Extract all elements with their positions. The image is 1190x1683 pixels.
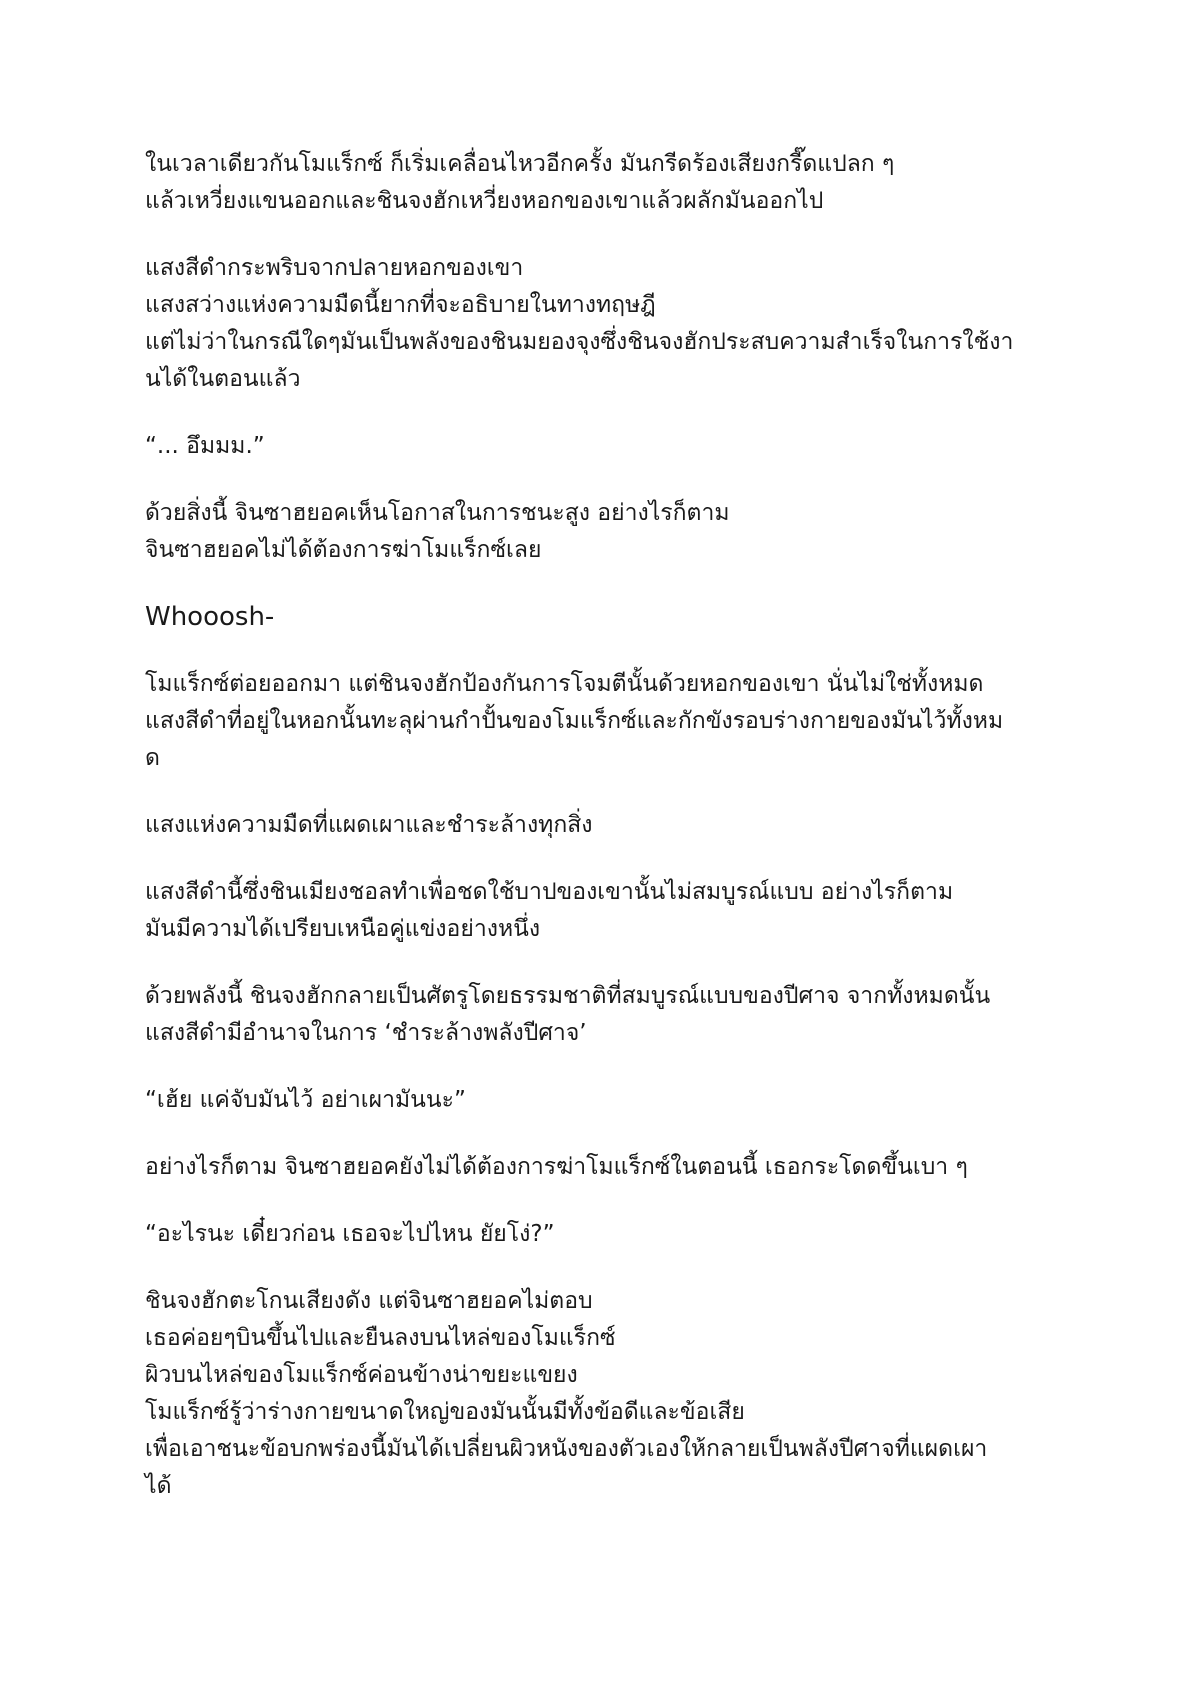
text-line: มันมีความได้เปรียบเหนือคู่แข่งอย่างหนึ่ง [145, 916, 541, 942]
text-paragraph [145, 1283, 1065, 1505]
text-line: “อะไรนะ เดี๋ยวก่อน เธอจะไปไหน ยัยโง่?” [145, 1221, 555, 1247]
text-line: แสงสีดำที่อยู่ในหอกนั้นทะลุผ่านกำปั้นของโมแร็กซ์และกักขังรอบร่างกายของมันไว้ทั้งหม [145, 708, 1004, 734]
text-paragraph [145, 666, 1065, 777]
text-line: ด้วยพลังนี้ ชินจงฮักกลายเป็นศัตรูโดยธรรมชาติที่สมบูรณ์แบบของปีศาจ จากทั้งหมดนั้น [145, 983, 991, 1009]
document-page [145, 146, 1065, 1535]
text-paragraph [145, 807, 1065, 844]
text-line: โมแร็กซ์ต่อยออกมา แต่ชินจงฮักป้องกันการโจมตีนั้นด้วยหอกของเขา นั่นไม่ใช่ทั้งหมด [145, 671, 984, 697]
text-paragraph [145, 978, 1065, 1052]
text-line: Whooosh- [145, 602, 275, 632]
text-line: แสงแห่งความมืดที่แผดเผาและชำระล้างทุกสิ่ง [145, 812, 593, 838]
text-line: แล้วเหวี่ยงแขนออกและชินจงฮักเหวี่ยงหอกของเขาแล้วผลักมันออกไป [145, 188, 824, 214]
text-line: “เฮ้ย แค่จับมันไว้ อย่าเผามันนะ” [145, 1087, 466, 1113]
text-line: ด [145, 745, 160, 771]
text-paragraph [145, 874, 1065, 948]
text-paragraph [145, 1149, 1065, 1186]
text-line: เธอค่อยๆบินขึ้นไปและยืนลงบนไหล่ของโมแร็กซ์ [145, 1325, 616, 1351]
text-paragraph [145, 495, 1065, 569]
text-paragraph [145, 428, 1065, 465]
text-paragraph [145, 1082, 1065, 1119]
text-line: ชินจงฮักตะโกนเสียงดัง แต่จินซาฮยอคไม่ตอบ [145, 1288, 593, 1314]
text-line: จินซาฮยอคไม่ได้ต้องการฆ่าโมแร็กซ์เลย [145, 537, 542, 563]
text-line: แสงสีดำนี้ซึ่งชินเมียงชอลทำเพื่อชดใช้บาปของเขานั้นไม่สมบูรณ์แบบ อย่างไรก็ตาม [145, 879, 954, 905]
text-line: นได้ในตอนแล้ว [145, 366, 301, 392]
text-paragraph [145, 1216, 1065, 1253]
sound-effect-paragraph [145, 599, 1065, 636]
text-line: แสงสีดำกระพริบจากปลายหอกของเขา [145, 255, 524, 281]
text-line: แสงสว่างแห่งความมืดนี้ยากที่จะอธิบายในทางทฤษฎี [145, 292, 656, 318]
text-line: เพื่อเอาชนะข้อบกพร่องนี้มันได้เปลี่ยนผิวหนังของตัวเองให้กลายเป็นพลังปีศาจที่แผดเผา [145, 1436, 988, 1462]
text-line: แต่ไม่ว่าในกรณีใดๆมันเป็นพลังของชินมยองจุงซึ่งชินจงฮักประสบความสำเร็จในการใช้งา [145, 329, 1014, 355]
text-line: โมแร็กซ์รู้ว่าร่างกายขนาดใหญ่ของมันนั้นมีทั้งข้อดีและข้อเสีย [145, 1399, 745, 1425]
text-line: แสงสีดำมีอำนาจในการ ‘ชำระล้างพลังปีศาจ’ [145, 1020, 587, 1046]
text-line: ผิวบนไหล่ของโมแร็กซ์ค่อนข้างน่าขยะแขยง [145, 1362, 578, 1388]
text-line: ได้ [145, 1473, 172, 1499]
text-paragraph [145, 250, 1065, 398]
text-line: ในเวลาเดียวกันโมแร็กซ์ ก็เริ่มเคลื่อนไหวอีกครั้ง มันกรีดร้องเสียงกรี๊ดแปลก ๆ [145, 151, 895, 177]
text-line: ด้วยสิ่งนี้ จินซาฮยอคเห็นโอกาสในการชนะสูง อย่างไรก็ตาม [145, 500, 730, 526]
text-line: อย่างไรก็ตาม จินซาฮยอคยังไม่ได้ต้องการฆ่าโมแร็กซ์ในตอนนี้ เธอกระโดดขึ้นเบา ๆ [145, 1154, 968, 1180]
text-paragraph [145, 146, 1065, 220]
text-line: “... อึมมม.” [145, 433, 265, 459]
